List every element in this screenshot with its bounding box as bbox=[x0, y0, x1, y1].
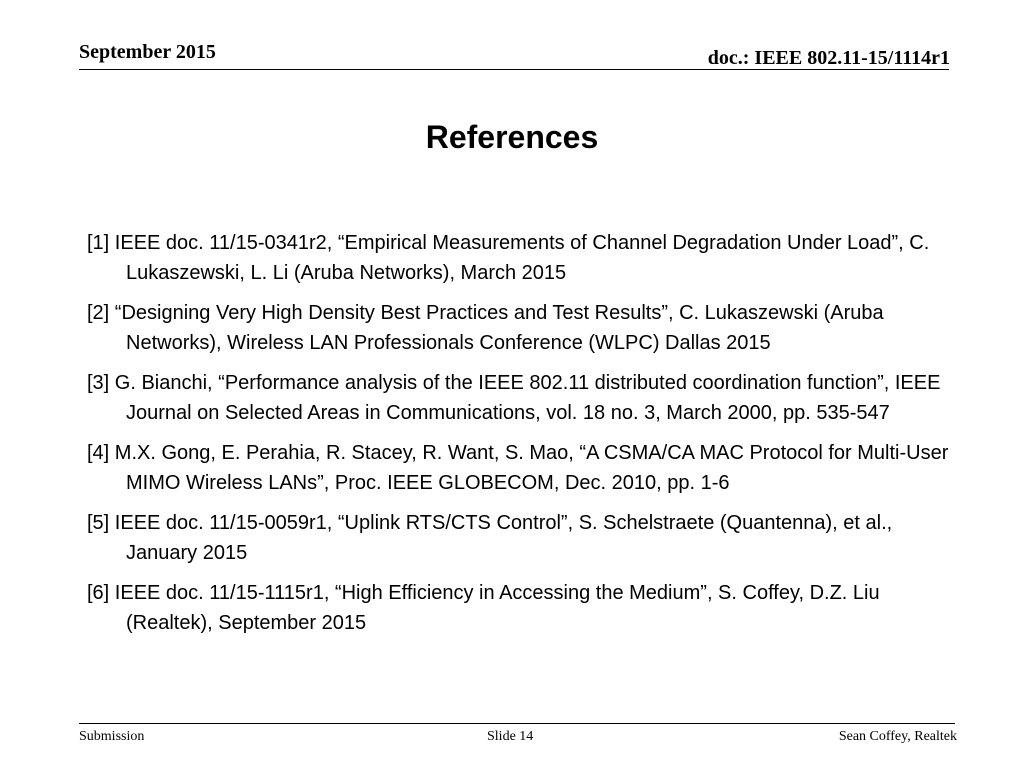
reference-item-5: [5] IEEE doc. 11/15-0059r1, “Uplink RTS/CTS Control”, S. Schelstraete (Quantenna), et al., January 2015 bbox=[87, 512, 893, 564]
reference-item-1: [1] IEEE doc. 11/15-0341r2, “Empirical Measurements of Channel Degradation Under Load”, C. Lukaszewski, L. Li (Aruba Networks), March 2015 bbox=[87, 232, 930, 284]
references-list bbox=[87, 228, 967, 648]
footer-divider bbox=[79, 723, 955, 724]
reference-item-3: [3] G. Bianchi, “Performance analysis of the IEEE 802.11 distributed coordination function”, IEEE Journal on Selected Areas in Communications, vol. 18 no. 3, March 2000, pp. 535-547 bbox=[87, 372, 941, 424]
header-divider bbox=[79, 69, 949, 70]
reference-item-4: [4] M.X. Gong, E. Perahia, R. Stacey, R. Want, S. Mao, “A CSMA/CA MAC Protocol for Multi-User MIMO Wireless LANs”, Proc. IEEE GLOBECOM, Dec. 2010, pp. 1-6 bbox=[87, 442, 949, 494]
slide-number: Slide 14 bbox=[487, 729, 534, 744]
reference-item-6: [6] IEEE doc. 11/15-1115r1, “High Efficiency in Accessing the Medium”, S. Coffey, D.Z. Liu (Realtek), September 2015 bbox=[87, 582, 880, 634]
footer-submission: Submission bbox=[79, 729, 145, 744]
footer-author: Sean Coffey, Realtek bbox=[838, 729, 957, 744]
document-id: doc.: IEEE 802.11-15/1114r1 bbox=[707, 47, 950, 69]
slide-title: References bbox=[425, 119, 599, 155]
reference-item-2: [2] “Designing Very High Density Best Practices and Test Results”, C. Lukaszewski (Aruba Networks), Wireless LAN Professionals Conference (WLPC) Dallas 2015 bbox=[87, 302, 884, 354]
header-date: September 2015 bbox=[79, 41, 216, 63]
